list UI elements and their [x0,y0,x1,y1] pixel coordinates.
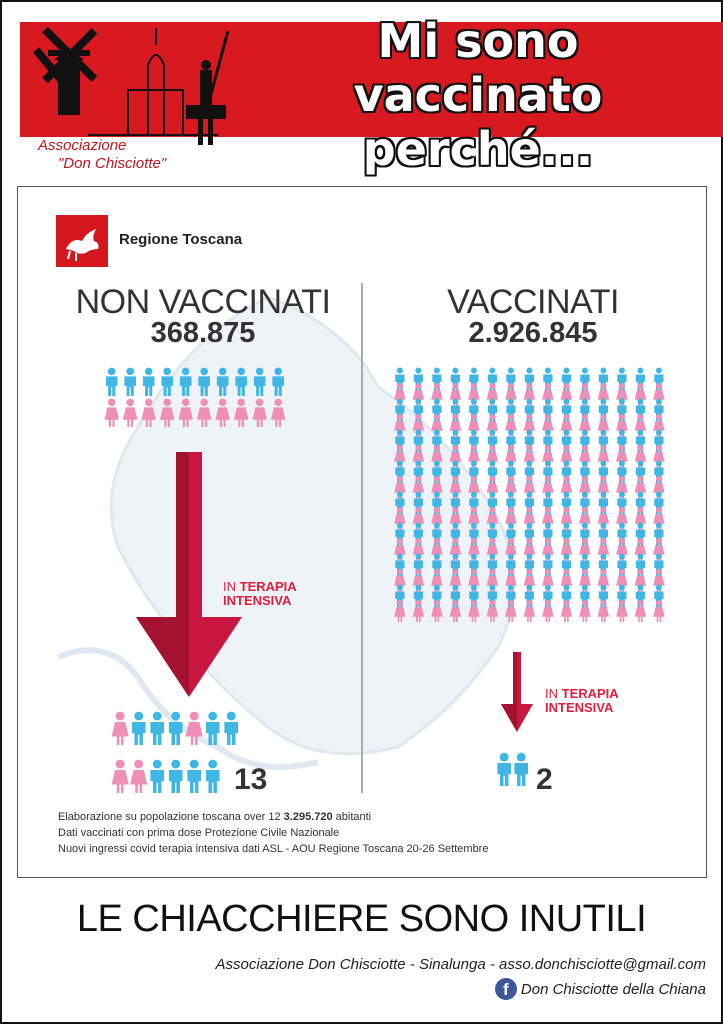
person-icon [524,600,536,622]
person-icon [124,368,136,396]
person-icon [542,600,554,622]
facebook-link[interactable] [495,978,706,1000]
person-icon [141,399,156,427]
page-title [248,14,708,176]
person-icon [514,753,528,786]
person-icon [169,760,183,793]
person-icon [254,368,266,396]
right-ti-label [545,687,619,715]
person-icon [598,600,610,622]
person-icon [132,712,146,745]
person-icon [450,600,462,622]
person-icon [272,368,284,396]
non-vaccinati-icu-count: 13 [234,763,268,796]
non-vaccinati-count: 368.875 [150,317,256,349]
left-ti-label [223,580,297,608]
right-ti-line1: TERAPIA [561,686,619,701]
facebook-label: Don Chisciotte della Chiana [520,980,706,998]
association-logo [28,10,253,180]
windmill-icon [33,27,97,115]
person-icon [561,600,573,622]
person-icon [431,600,443,622]
person-icon [112,760,129,793]
person-icon [616,600,628,622]
org-name-line2: "Don Chisciotte" [58,155,167,172]
person-icon [123,399,138,427]
left-ti-line2: INTENSIVA [223,593,292,608]
notes-line1: Elaborazione su popolazione toscana over 12 3.295.720 abitanti [58,811,372,823]
right-ti-prefix: IN [545,686,558,701]
person-icon [271,399,286,427]
person-icon [180,368,192,396]
person-icon [150,760,164,793]
infographic-panel [17,186,707,878]
person-icon [487,600,499,622]
left-ti-line1: TERAPIA [239,579,297,594]
person-icon [112,712,129,745]
title-line-2: perché... [362,122,594,176]
notes-line2: Dati vaccinati con prima dose Protezione Civile Nazionale [58,827,340,839]
person-icon [217,368,229,396]
source-notes [58,809,488,857]
title-line-1: Mi sono vaccinato [353,14,603,122]
notes-line3: Nuovi ingressi covid terapia intensiva dati ASL - AOU Regione Toscana 20-26 Settembre [58,843,489,855]
person-icon [150,712,164,745]
vaccinati-count: 2.926.845 [468,317,598,349]
vaccinati-heading: VACCINATI [447,283,619,321]
non-vaccinati-people-grid [103,367,293,432]
person-icon [413,600,425,622]
person-icon [206,712,220,745]
left-ti-prefix: IN [223,579,236,594]
org-name-line1: Associazione [38,137,127,154]
person-icon [252,399,267,427]
person-icon [215,399,230,427]
person-icon [130,760,147,793]
person-icon [169,712,183,745]
arrow-down-icon-small [501,652,533,732]
region-label: Regione Toscana [119,231,243,248]
person-icon [497,753,511,786]
non-vaccinati-heading: NON VACCINATI [75,283,331,321]
person-icon [635,600,647,622]
person-icon [235,368,247,396]
arrow-down-icon [136,452,242,697]
person-icon [206,760,220,793]
vaccinati-icu-people [494,750,530,792]
person-icon [234,399,249,427]
person-icon [104,399,119,427]
person-icon [106,368,118,396]
column-divider [361,283,363,793]
person-icon [161,368,173,396]
person-icon [224,712,238,745]
person-icon [178,399,193,427]
person-icon [468,600,480,622]
person-icon [160,399,175,427]
person-icon [394,600,406,622]
person-icon [579,600,591,622]
person-icon [197,399,212,427]
vaccinati-people-grid [393,367,673,622]
person-icon [187,760,201,793]
person-icon [653,600,665,622]
person-icon [143,368,155,396]
slogan: LE CHIACCHIERE SONO INUTILI [76,898,647,940]
right-ti-line2: INTENSIVA [545,700,614,715]
don-quixote-icon [186,31,229,145]
vaccinati-icu-count: 2 [536,763,553,796]
person-icon [186,712,203,745]
non-vaccinati-icu-people [110,711,245,801]
person-icon [505,600,517,622]
facebook-icon: f [495,978,517,1000]
contact-line: Associazione Don Chisciotte - Sinalunga - asso.donchisciotte@gmail.com [215,956,706,973]
person-icon [198,368,210,396]
regione-toscana-logo [56,215,108,267]
tuscany-pegasus-icon [56,215,108,267]
